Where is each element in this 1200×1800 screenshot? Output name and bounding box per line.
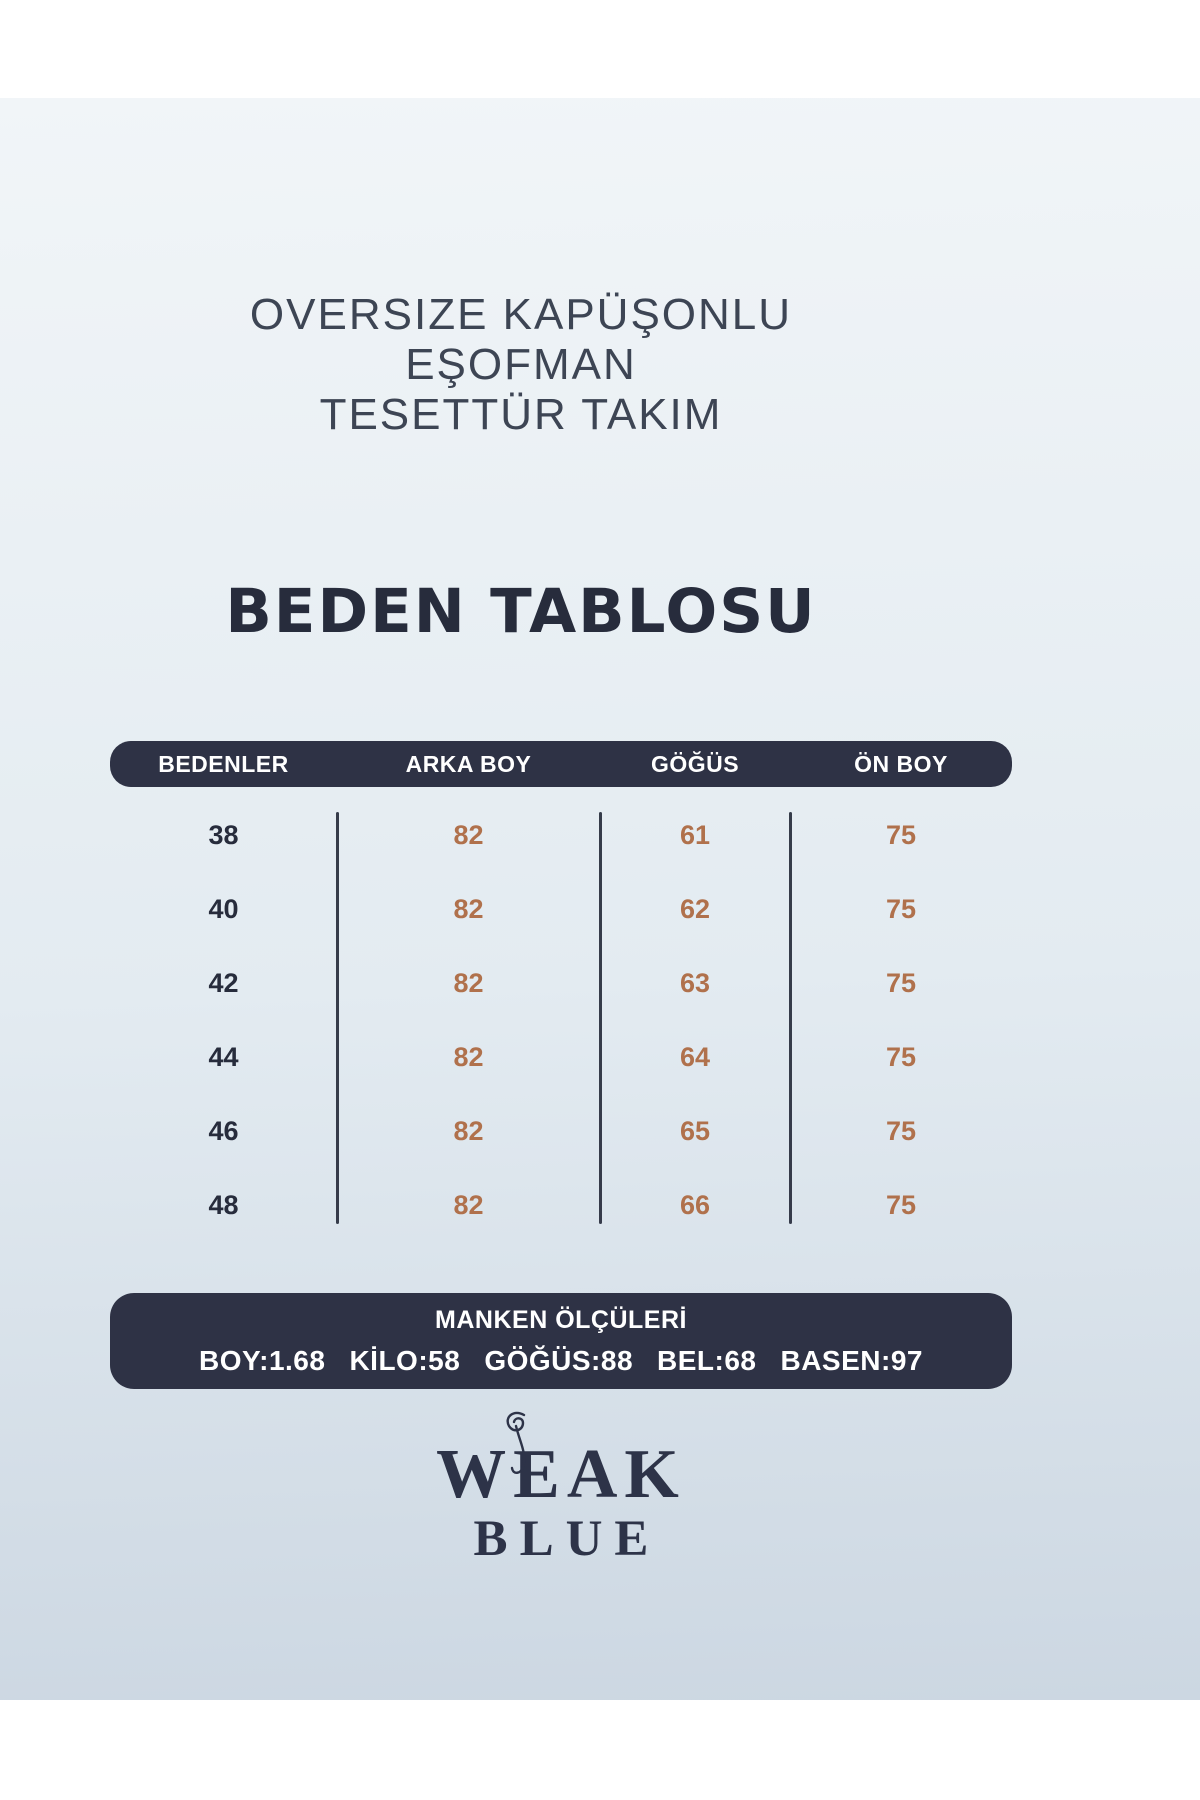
column-divider	[789, 812, 792, 1224]
size-cell: 44	[208, 1041, 239, 1072]
size-cell: 46	[208, 1115, 239, 1146]
value-cell: 65	[679, 1115, 711, 1146]
column-header-on-boy: ÖN BOY	[854, 750, 948, 777]
model-measurements-bar	[110, 1293, 1012, 1389]
value-cell: 75	[885, 819, 917, 850]
value-cell: 82	[453, 1041, 484, 1072]
value-cell: 63	[679, 967, 711, 998]
size-table-body	[110, 798, 1012, 1242]
measurement-item: BEL:68	[657, 1344, 757, 1376]
product-title	[70, 290, 972, 440]
model-measurements-title: MANKEN ÖLÇÜLERİ	[435, 1305, 687, 1334]
brand-name-line2: BLUE	[473, 1511, 661, 1567]
section-heading: BEDEN TABLOSU	[225, 576, 817, 647]
brand-name-weak: WEAK	[436, 1436, 686, 1513]
column-header-gogus: GÖĞÜS	[650, 750, 740, 777]
size-cell: 38	[208, 819, 239, 850]
size-chart-card	[0, 98, 1200, 1700]
value-cell: 82	[453, 967, 484, 998]
column-divider	[599, 812, 602, 1224]
column-header-arka-boy: ARKA BOY	[405, 750, 532, 777]
size-table-header	[110, 741, 1012, 787]
table-row	[110, 946, 1012, 1020]
table-row	[110, 1020, 1012, 1094]
value-cell: 75	[885, 1115, 917, 1146]
value-cell: 75	[885, 1189, 917, 1220]
brand-logo	[110, 1436, 1012, 1567]
column-header-bedenler: BEDENLER	[158, 750, 289, 777]
value-cell: 75	[885, 967, 917, 998]
measurement-item: GÖĞÜS:88	[484, 1344, 634, 1376]
value-cell: 62	[679, 893, 711, 924]
brand-name-line1	[436, 1436, 686, 1513]
value-cell: 64	[679, 1041, 711, 1072]
value-cell: 82	[453, 893, 484, 924]
value-cell: 66	[679, 1189, 711, 1220]
measurement-item: KİLO:58	[349, 1344, 461, 1376]
measurement-item: BASEN:97	[780, 1344, 923, 1376]
product-title-line: TESETTÜR TAKIM	[319, 390, 723, 439]
table-row	[110, 1094, 1012, 1168]
value-cell: 82	[453, 819, 484, 850]
product-title-line: EŞOFMAN	[405, 340, 637, 389]
size-cell: 48	[208, 1189, 239, 1220]
value-cell: 82	[453, 1189, 484, 1220]
table-row	[110, 872, 1012, 946]
column-divider	[336, 812, 339, 1224]
value-cell: 61	[679, 819, 711, 850]
size-cell: 42	[208, 967, 239, 998]
product-title-line: OVERSIZE KAPÜŞONLU	[249, 290, 793, 339]
table-row	[110, 1168, 1012, 1242]
table-row	[110, 798, 1012, 872]
value-cell: 82	[453, 1115, 484, 1146]
value-cell: 75	[885, 1041, 917, 1072]
measurement-item: BOY:1.68	[199, 1344, 326, 1376]
model-measurements	[199, 1345, 923, 1377]
value-cell: 75	[885, 893, 917, 924]
content-column	[110, 98, 1012, 1700]
size-cell: 40	[208, 893, 239, 924]
